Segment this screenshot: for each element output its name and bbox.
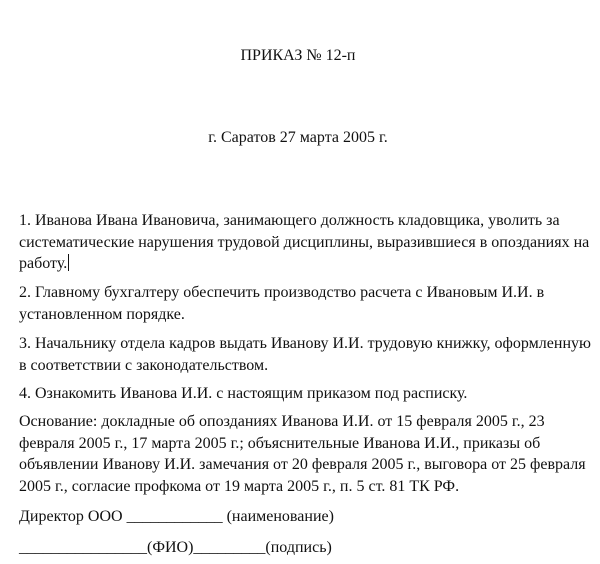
order-item-2[interactable]: 2. Главному бухгалтеру обеспечить производство расчета с Ивановым И.И. в установленном порядке. [19,284,545,323]
order-item-4[interactable]: 4. Ознакомить Иванова И.И. с настоящим приказом под расписку. [19,385,468,402]
text-cursor [68,254,69,271]
order-item-1-text: 1. Иванова Ивана Ивановича, занимающего должность кладовщика, уволить за систематические нарушения трудовой дисциплины, выразившиеся в опозданиях на работу. [19,212,590,272]
order-item-3[interactable]: 3. Начальнику отдела кадров выдать Иванову И.И. трудовую книжку, оформленную в соответствии с законодательством. [19,335,591,374]
place-date: г. Саратов 27 марта 2005 г. [208,129,388,146]
document-title: ПРИКАЗ № 12-п [240,47,356,64]
fio-signature-line[interactable]: ________________(ФИО)_________(подпись) [19,539,332,556]
basis-paragraph[interactable]: Основание: докладные об опозданиях Иванова И.И. от 15 февраля 2005 г., 23 февраля 2005 г., 17 марта 2005 г.; объяснительные Иванова И.И., приказы об объявлении Иванову И.И. замечания от 20 февраля 2005 г., выговора от 25 февраля 2005 г., согласие профкома от 19 марта 2005 г., п. 5 ст. 81 ТК РФ. [19,413,586,495]
order-item-1[interactable] [19,210,594,275]
director-signature-line[interactable]: Директор ООО ____________ (наименование) [19,508,334,525]
